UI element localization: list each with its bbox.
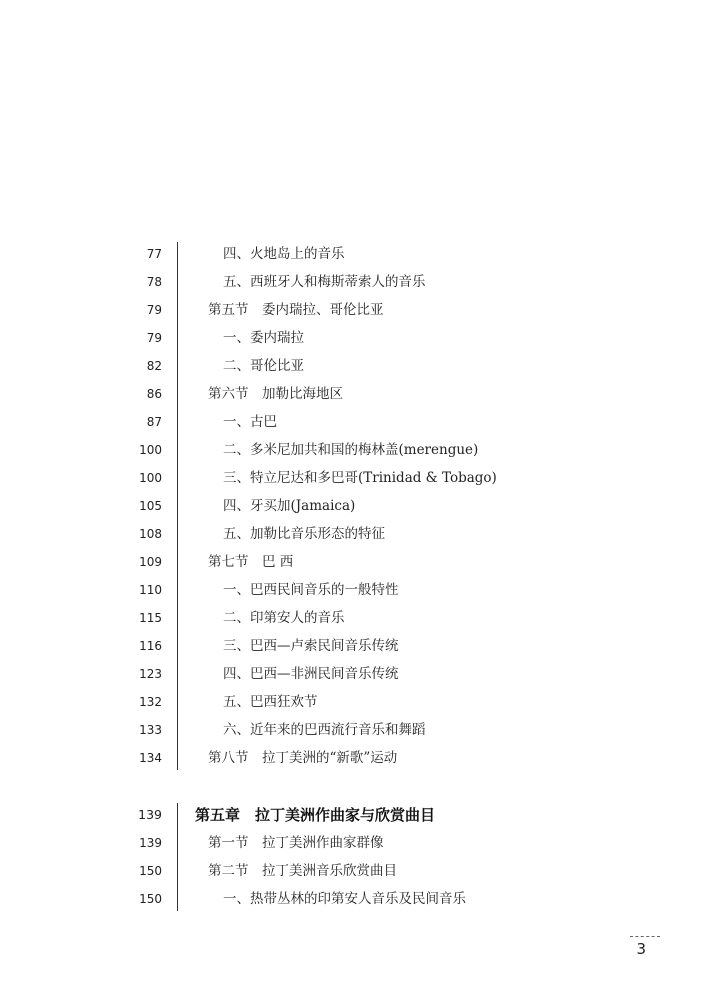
toc-entry [0, 829, 718, 857]
toc-entry [0, 857, 718, 885]
toc-entry [0, 352, 718, 380]
toc-entry [0, 324, 718, 352]
toc-page-number: 150 [139, 892, 162, 906]
toc-page-number: 109 [139, 555, 162, 569]
toc-page-number: 79 [146, 331, 162, 345]
toc-title: 第五节 委内瑞拉、哥伦比亚 [208, 302, 384, 318]
toc-entry [0, 436, 718, 464]
toc-page-number: 133 [139, 723, 162, 737]
toc-page-number: 134 [139, 751, 162, 765]
toc-page-number: 108 [139, 527, 162, 541]
toc-title: 第七节 巴 西 [208, 554, 294, 570]
toc-title: 三、特立尼达和多巴哥(Trinidad & Tobago) [223, 470, 497, 486]
toc-entry [0, 492, 718, 520]
page-number: 3 [636, 940, 646, 958]
toc-title: 四、火地岛上的音乐 [223, 246, 345, 262]
toc-page-number: 115 [139, 611, 162, 625]
toc-page-number: 79 [146, 303, 162, 317]
toc-title: 六、近年来的巴西流行音乐和舞蹈 [223, 722, 426, 738]
toc-title: 二、哥伦比亚 [223, 358, 304, 374]
toc-title: 第五章 拉丁美洲作曲家与欣赏曲目 [195, 806, 436, 824]
toc-page-number: 116 [139, 639, 162, 653]
toc-title: 第八节 拉丁美洲的“新歌”运动 [208, 750, 398, 766]
toc-page-number: 123 [139, 667, 162, 681]
toc-entry [0, 744, 718, 772]
toc-page-number: 110 [139, 583, 162, 597]
toc-title: 四、巴西—非洲民间音乐传统 [223, 666, 399, 682]
footer-rule [630, 936, 660, 937]
toc-entry [0, 548, 718, 576]
toc-entry [0, 268, 718, 296]
toc-entry [0, 380, 718, 408]
toc-page-number: 77 [146, 247, 162, 261]
toc-entry [0, 520, 718, 548]
toc-title: 二、印第安人的音乐 [223, 610, 345, 626]
toc-chapter-entry [0, 801, 718, 829]
toc-entry [0, 296, 718, 324]
toc-page-number: 139 [138, 807, 162, 822]
toc-title: 二、多米尼加共和国的梅林盖(merengue) [223, 442, 479, 458]
toc-entry [0, 885, 718, 913]
toc-page-number: 82 [146, 359, 162, 373]
toc-page-number: 78 [146, 275, 162, 289]
toc-entry [0, 408, 718, 436]
toc-title: 四、牙买加(Jamaica) [223, 498, 356, 514]
toc-page-number: 100 [139, 443, 162, 457]
toc-title: 第一节 拉丁美洲作曲家群像 [208, 835, 384, 851]
toc-title: 一、热带丛林的印第安人音乐及民间音乐 [223, 891, 466, 907]
toc-title: 一、委内瑞拉 [223, 330, 304, 346]
toc-divider-line [177, 242, 178, 770]
toc-title: 第六节 加勒比海地区 [208, 386, 343, 402]
toc-title: 五、加勒比音乐形态的特征 [223, 526, 385, 542]
toc-page-number: 100 [139, 471, 162, 485]
toc-title: 一、巴西民间音乐的一般特性 [223, 582, 399, 598]
toc-entry [0, 240, 718, 268]
toc-page-number: 86 [146, 387, 162, 401]
toc-page-number: 87 [146, 415, 162, 429]
toc-entry [0, 688, 718, 716]
toc-page-number: 132 [139, 695, 162, 709]
toc-entry [0, 716, 718, 744]
toc-title: 一、古巴 [223, 414, 277, 430]
toc-entry [0, 576, 718, 604]
toc-title: 五、西班牙人和梅斯蒂索人的音乐 [223, 274, 426, 290]
toc-title: 第二节 拉丁美洲音乐欣赏曲目 [208, 863, 397, 879]
toc-page-number: 139 [139, 836, 162, 850]
toc-title: 三、巴西—卢索民间音乐传统 [223, 638, 399, 654]
toc-entry [0, 604, 718, 632]
toc-entry [0, 464, 718, 492]
toc-title: 五、巴西狂欢节 [223, 694, 318, 710]
toc-page-number: 150 [139, 864, 162, 878]
toc-entry [0, 660, 718, 688]
toc-page-number: 105 [139, 499, 162, 513]
toc-divider-line [177, 803, 178, 911]
toc-entry [0, 632, 718, 660]
